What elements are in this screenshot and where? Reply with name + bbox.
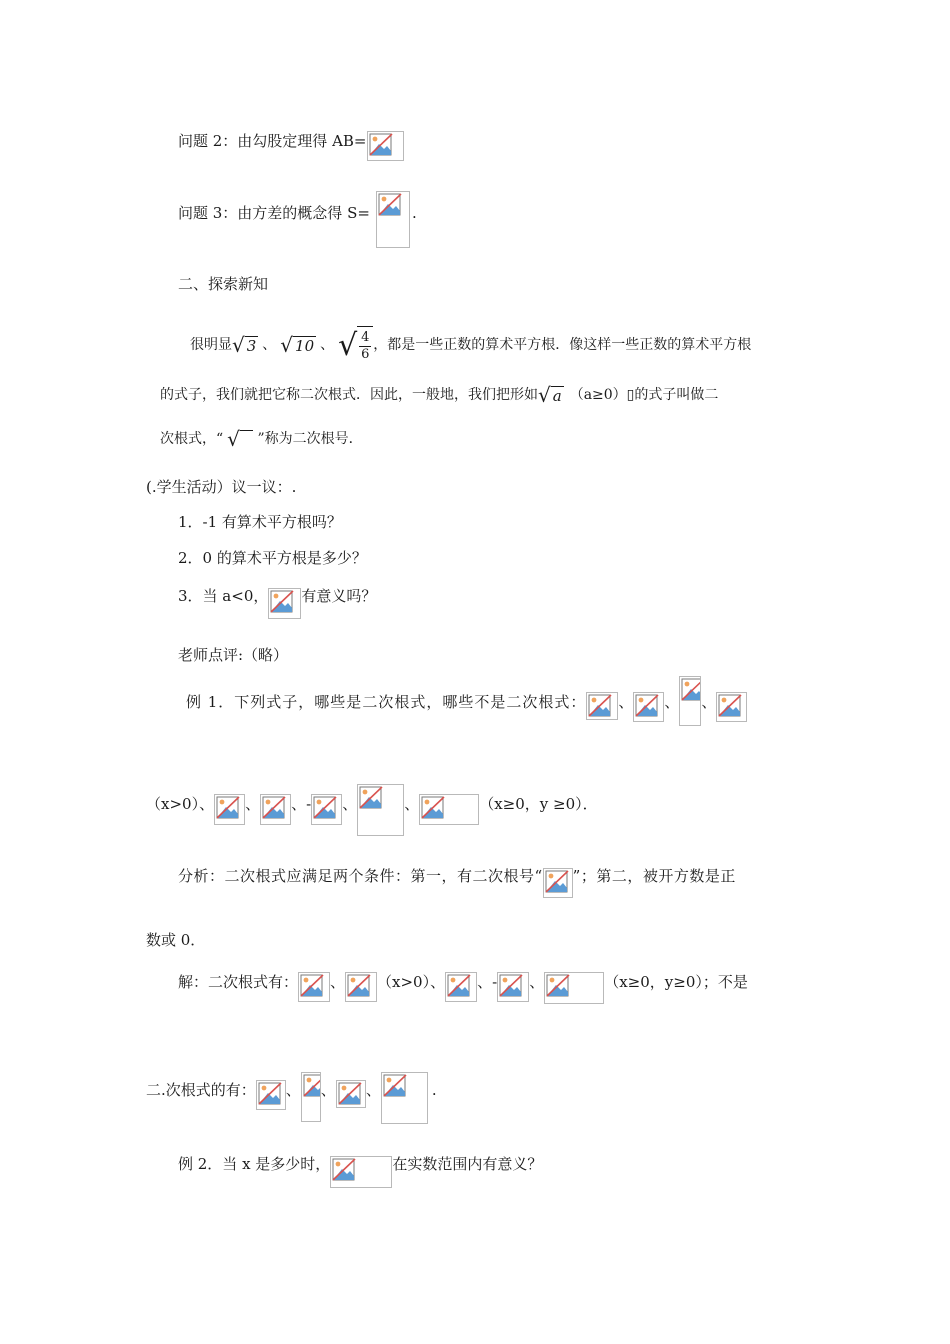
formula-image-icon (330, 1156, 392, 1188)
example-1-line-1: 例 1．下列式子，哪些是二次根式，哪些不是二次根式： 、 、 、 (186, 692, 747, 726)
activity-item-2: 2．0 的算术平方根是多少？ (178, 549, 367, 567)
radical-sign-icon: √ (227, 429, 253, 449)
example-2: 例 2．当 x 是多少时， 在实数范围内有意义？ (178, 1154, 542, 1188)
formula-image-icon (586, 692, 618, 720)
sqrt-3: √ 3 (232, 332, 257, 357)
formula-image-icon (381, 1072, 428, 1124)
activity-title: (.学生活动）议一议：. (146, 478, 297, 496)
formula-image-icon (367, 131, 404, 161)
sqrt-fraction: √ $\frac{4}{6}$ (338, 326, 373, 363)
activity-item-3: 3．当 a<0， 有意义吗？ (178, 586, 376, 619)
question-2-text: 问题 2：由勾股定理得 AB= (178, 132, 367, 150)
formula-image-icon (544, 972, 604, 1004)
sqrt-a: √ a (538, 383, 562, 407)
formula-image-icon (311, 794, 342, 825)
formula-image-icon (268, 588, 301, 619)
formula-image-icon (497, 972, 529, 1002)
formula-image-icon (543, 868, 573, 898)
solution-line-1: 解：二次根式有： 、 （x>0）、 、 - 、 （x≥0，y≥0）；不是 (178, 972, 748, 1004)
question-3-text: 问题 3：由方差的概念得 S= (178, 204, 370, 222)
example-1-line-2: （x>0）、 、 、 - 、 、 （x≥0，y ≥0）． (146, 794, 598, 836)
question-2 (178, 131, 404, 161)
formula-image-icon (376, 191, 410, 248)
formula-image-icon (214, 794, 245, 825)
section-title: 二、探索新知 (178, 275, 269, 293)
activity-item-1: 1．-1 有算术平方根吗？ (178, 513, 342, 531)
formula-image-icon (298, 972, 330, 1002)
formula-image-icon (336, 1080, 366, 1108)
formula-image-icon (679, 676, 701, 726)
formula-image-icon (716, 692, 747, 722)
paragraph-line-3: 次根式，“ √ ”称为二次根号． (160, 427, 363, 451)
formula-image-icon (419, 794, 479, 825)
formula-image-icon (256, 1080, 286, 1110)
paragraph-line-2: 的式子，我们就把它称二次根式．因此，一般地，我们把形如 √ a （a≥0）▯的式子叫做二 (160, 383, 719, 407)
analysis-line-2: 数或 0． (146, 931, 206, 949)
question-3: 问题 3：由方差的概念得 S= . (178, 203, 417, 248)
sqrt-10: √ 10 (280, 332, 315, 357)
formula-image-icon (445, 972, 477, 1002)
formula-image-icon (357, 784, 404, 836)
analysis-line-1: 分析：二次根式应满足两个条件：第一，有二次根号“ ”；第二，被开方数是正 (178, 866, 736, 898)
formula-image-icon (633, 692, 664, 722)
formula-image-icon (345, 972, 377, 1002)
teacher-comment: 老师点评:（略） (178, 646, 289, 664)
formula-image-icon (260, 794, 291, 825)
paragraph-line-1: 很明显 √ 3 、 √ 10 、 √ $\frac{4}{6}$ ，都是一些正数的算术平方根．像这样一些正数的算术平方根 (190, 328, 752, 363)
formula-image-icon (301, 1072, 321, 1122)
solution-line-2: 二.次根式的有： 、 、 、 . (146, 1080, 437, 1124)
